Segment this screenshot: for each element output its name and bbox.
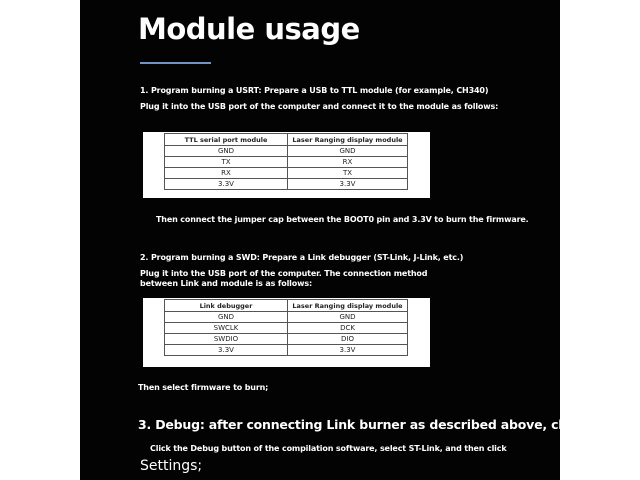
section1-note: Then connect the jumper cap between the BOOT0 pin and 3.3V to burn the firmware. — [156, 215, 529, 224]
section3-heading: 3. Debug: after connecting Link burner as described above, click — [138, 417, 582, 432]
table-row — [165, 334, 408, 345]
table-cell: RX — [288, 157, 408, 168]
ttl-pin-table — [164, 133, 408, 190]
table-cell: GND — [165, 146, 288, 157]
table-row — [165, 179, 408, 190]
section2-intro-line1: Plug it into the USB port of the computer. The connection method — [140, 269, 428, 278]
title-underline — [140, 62, 211, 64]
section1-heading: 1. Program burning a USRT: Prepare a USB to TTL module (for example, CH340) — [140, 86, 489, 95]
section1-intro: Plug it into the USB port of the computer and connect it to the module as follows: — [140, 102, 499, 111]
swd-pin-table — [164, 299, 408, 356]
table-cell: GND — [288, 146, 408, 157]
section2-intro-line2: between Link and module is as follows: — [140, 279, 312, 288]
table-header: Laser Ranging display module — [288, 300, 408, 312]
table-cell: SWCLK — [165, 323, 288, 334]
table-cell: RX — [165, 168, 288, 179]
table-cell: 3.3V — [165, 179, 288, 190]
table-cell: DCK — [288, 323, 408, 334]
table-cell: 3.3V — [288, 179, 408, 190]
table-cell: TX — [165, 157, 288, 168]
table-header: Link debugger — [165, 300, 288, 312]
page-title: Module usage — [138, 12, 360, 46]
section2-heading: 2. Program burning a SWD: Prepare a Link debugger (ST-Link, J-Link, etc.) — [140, 253, 464, 262]
table-cell: 3.3V — [165, 345, 288, 356]
table-cell: 3.3V — [288, 345, 408, 356]
section3-tail: Settings; — [140, 458, 203, 474]
table-header: TTL serial port module — [165, 134, 288, 146]
table-cell: TX — [288, 168, 408, 179]
table-header: Laser Ranging display module — [288, 134, 408, 146]
content-panel — [80, 0, 560, 480]
section2-note: Then select firmware to burn; — [138, 383, 269, 392]
table-header-row — [165, 134, 408, 146]
table-row — [165, 157, 408, 168]
table-cell: GND — [165, 312, 288, 323]
table-row — [165, 312, 408, 323]
table-row — [165, 168, 408, 179]
table-row — [165, 345, 408, 356]
table-header-row — [165, 300, 408, 312]
table-row — [165, 323, 408, 334]
table-row — [165, 146, 408, 157]
table-cell: DIO — [288, 334, 408, 345]
section3-detail: Click the Debug button of the compilation software, select ST-Link, and then click — [150, 444, 507, 453]
table-cell: GND — [288, 312, 408, 323]
table-cell: SWDIO — [165, 334, 288, 345]
